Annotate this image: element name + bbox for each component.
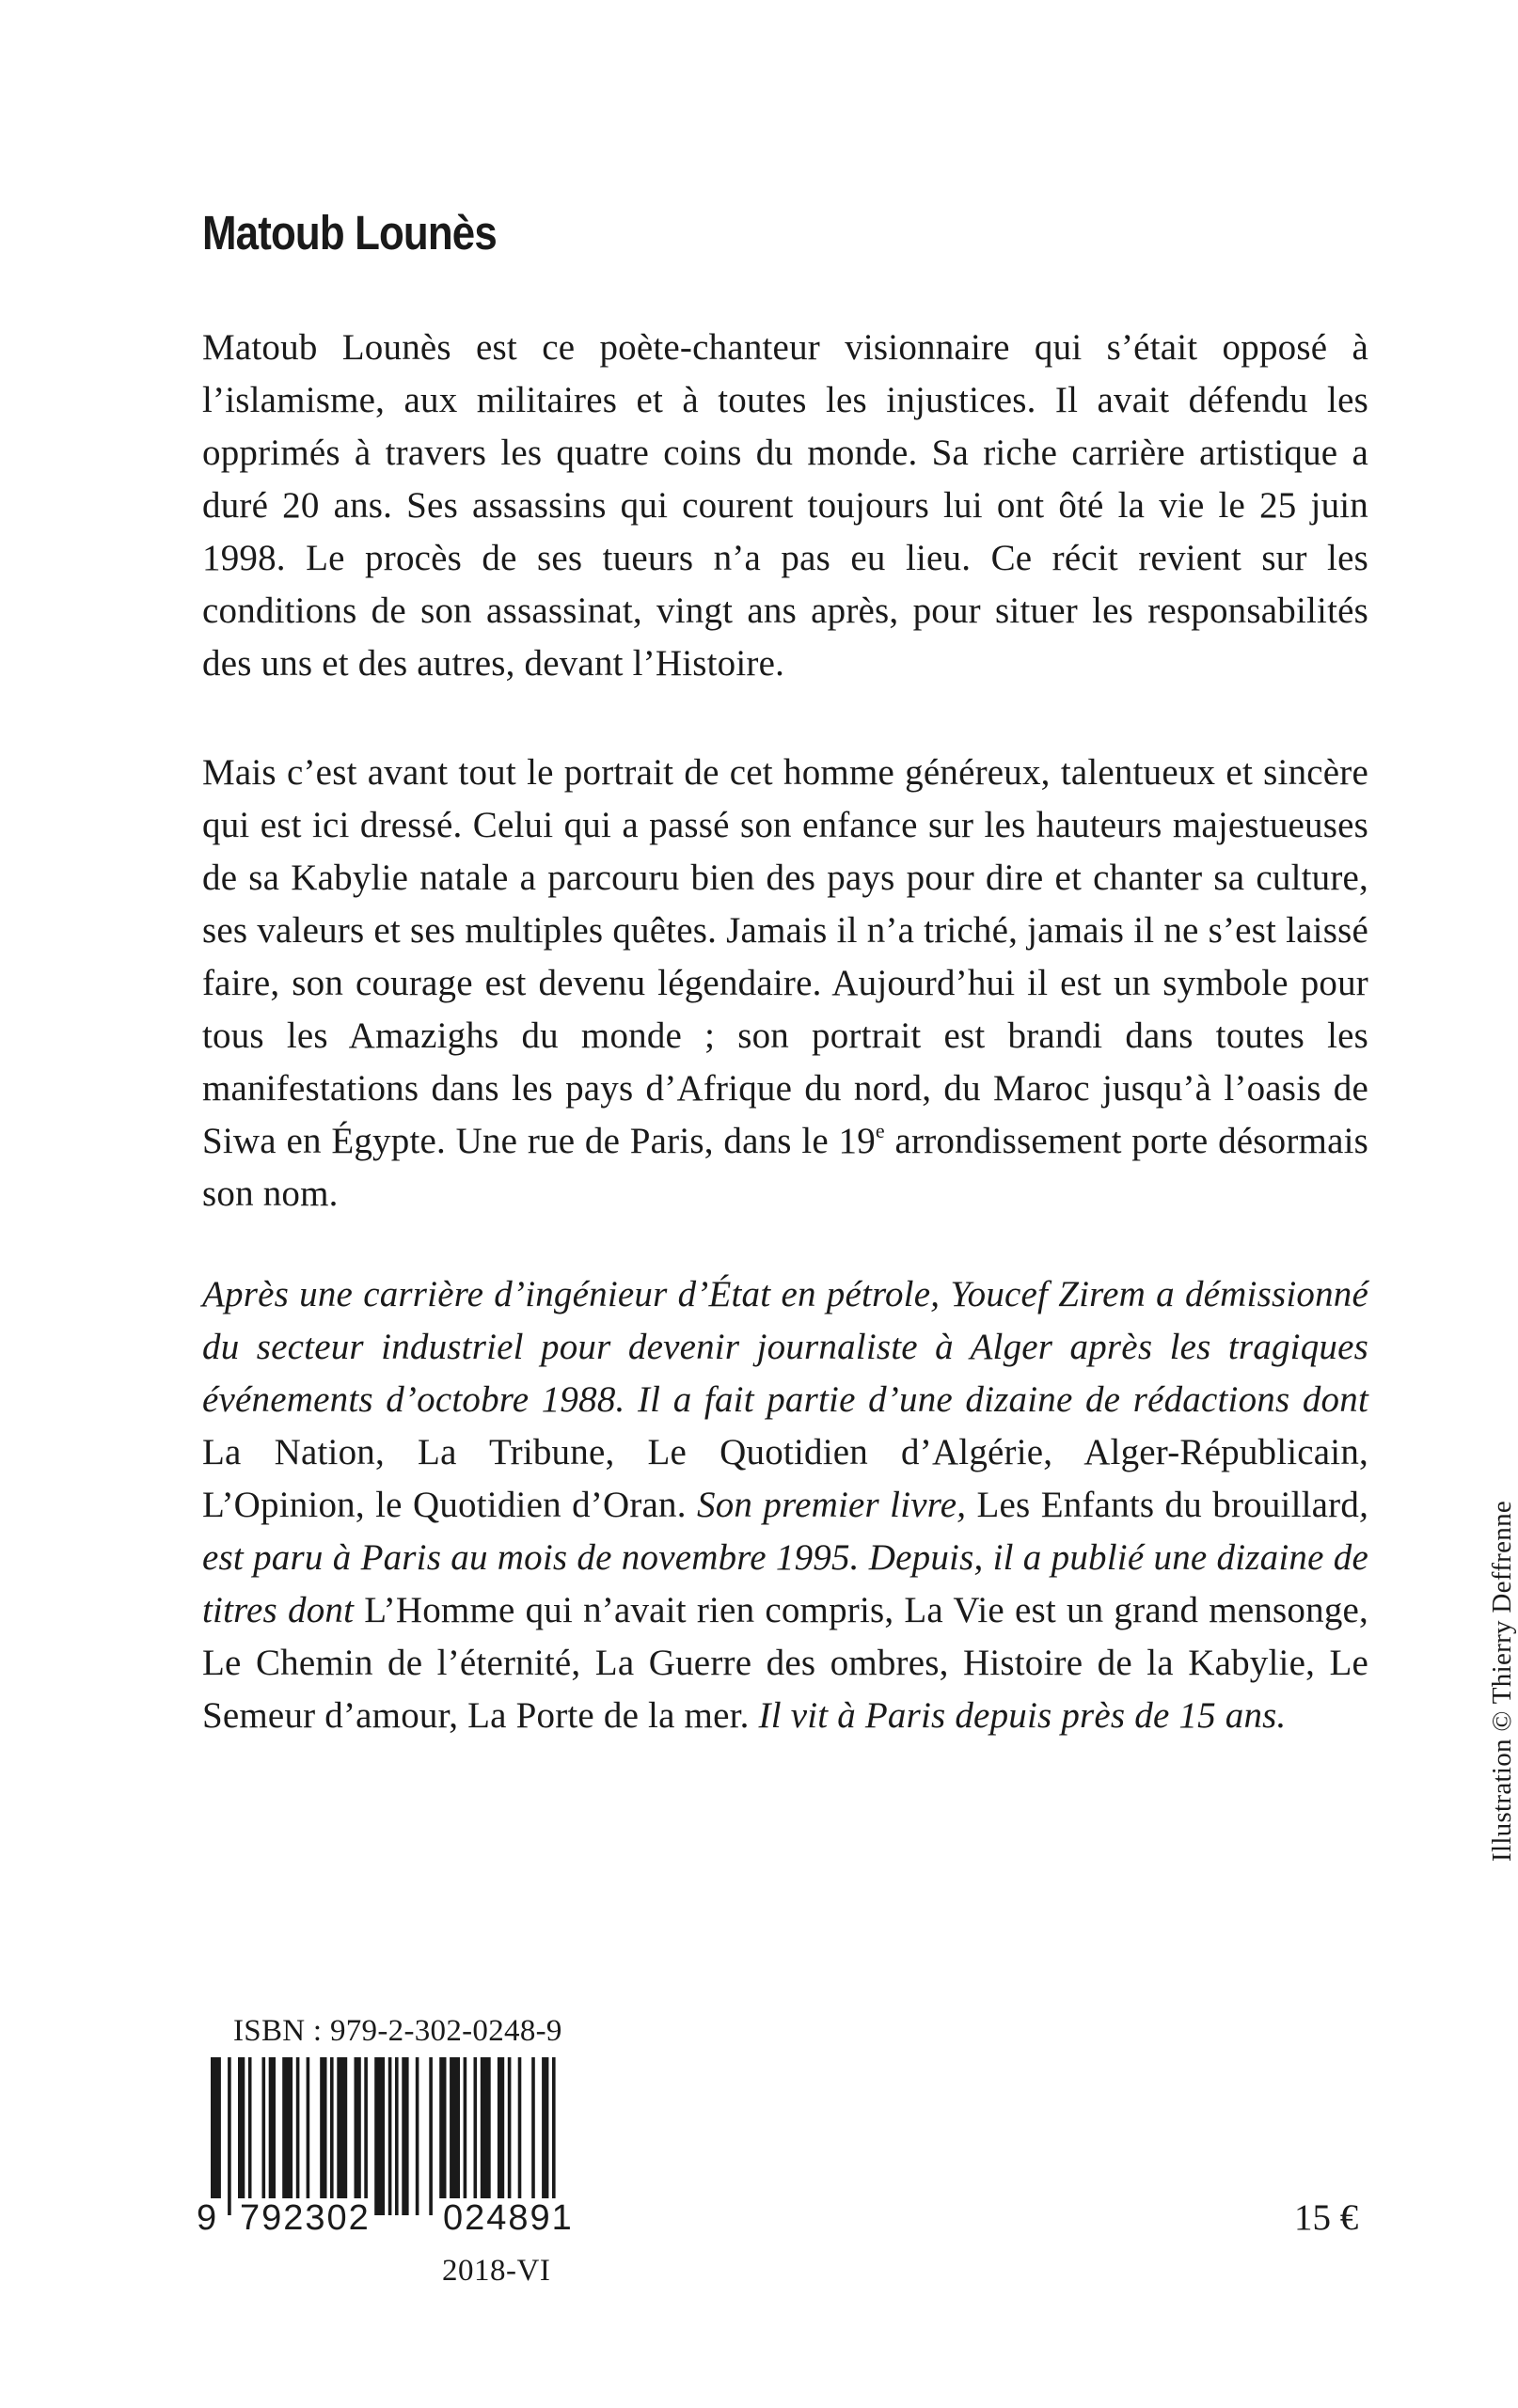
barcode-bar — [282, 2057, 293, 2215]
barcode-bar — [481, 2057, 491, 2215]
barcode-digit-lead: 9 — [193, 2198, 222, 2239]
barcode-bar — [364, 2057, 368, 2215]
barcode-bar — [355, 2057, 361, 2215]
barcode-bar — [211, 2057, 221, 2215]
barcode-bar — [439, 2057, 446, 2215]
barcode-group-right: 024891 — [439, 2198, 577, 2239]
book-title: Matoub Lounès — [202, 206, 497, 260]
bio-italic-2: Son premier livre, — [686, 1485, 977, 1525]
barcode-bar — [474, 2057, 478, 2215]
price-label: 15 € — [1294, 2197, 1359, 2238]
barcode-bar — [337, 2057, 347, 2215]
barcode-bar — [395, 2057, 399, 2215]
barcode-bar — [542, 2057, 548, 2215]
barcode-bar — [508, 2057, 512, 2215]
isbn-label: ISBN : 979-2-302-0248-9 — [233, 2014, 562, 2048]
barcode-bar — [228, 2057, 231, 2215]
barcode-bar — [416, 2057, 419, 2215]
barcode-icon — [198, 2057, 619, 2215]
barcode-group-left: 792302 — [236, 2198, 374, 2239]
barcode-bar — [464, 2057, 467, 2215]
barcode-bar — [388, 2057, 392, 2215]
synopsis-paragraph-2 — [202, 747, 1368, 1220]
barcode-bar — [330, 2057, 334, 2215]
barcode-bar — [552, 2057, 556, 2215]
bio-titles-list: L’Homme qui n’avait rien compris, La Vie est un grand mensonge, Le Chemin de l’éternité, La Guerre des ombres, Histoire de la Kabylie, Le Semeur d’amour, La Porte de la mer. — [202, 1590, 1368, 1736]
barcode-bar — [498, 2057, 504, 2215]
bio-italic-4: Il vit à Paris depuis près de 15 ans. — [749, 1695, 1287, 1736]
bio-first-book-title: Les Enfants du brouillard — [976, 1485, 1360, 1525]
paragraph-2-text-end: arrondissement porte désormais son nom. — [202, 1121, 1368, 1214]
ordinal-superscript: e — [875, 1119, 885, 1142]
barcode-bar — [269, 2057, 276, 2215]
barcode-bar — [531, 2057, 535, 2215]
barcode-bar — [307, 2057, 310, 2215]
barcode-bar — [262, 2057, 266, 2215]
barcode-bar — [238, 2057, 245, 2215]
barcode-bar — [296, 2057, 300, 2215]
barcode-bar — [402, 2057, 408, 2215]
author-biography — [202, 1268, 1368, 1742]
barcode-bar — [320, 2057, 326, 2215]
paragraph-2-text: Mais c’est avant tout le portrait de cet homme généreux, talentueux et sincère qui est ici dressé. Celui qui a passé son enfance sur les hauteurs majestueuses de sa Kabylie natale a parcouru bien des pays pour dire et chanter sa culture, ses valeurs et ses multiples quêtes. Jamais il n’a triché, jamais il ne s’est laissé faire, son courage est devenu légendaire. Aujourd’hui il est un symbole pour tous les Amazighs du monde ; son portrait est brandi dans toutes les manifestations dans les pays d’Afrique du nord, du Maroc jusqu’à l’oasis de Siwa en Égypte. Une rue de Paris, dans le 19 — [202, 752, 1368, 1161]
illustration-credit: Illustration © Thierry Deffrenne — [1487, 1500, 1517, 1862]
barcode-bar — [450, 2057, 460, 2215]
bio-italic-3: , est paru à Paris au mois de novembre 1995. Depuis, il a publié une dizaine de titres dont — [202, 1485, 1369, 1630]
bio-publications-list: La Nation, La Tribune, Le Quotidien d’Algérie, Alger-Républicain, L’Opinion, le Quotidien d’Oran. — [202, 1432, 1368, 1525]
barcode-bar — [248, 2057, 252, 2215]
bio-italic-1: Après une carrière d’ingénieur d’État en pétrole, Youcef Zirem a démissionné du secteur industriel pour devenir journaliste à Alger après les tragiques événements d’octobre 1988. Il a fait partie d’une dizaine de rédactions dont — [202, 1274, 1368, 1420]
barcode-bar — [429, 2057, 433, 2215]
synopsis-paragraph-1: Matoub Lounès est ce poète-chanteur visionnaire qui s’était opposé à l’islamisme, aux militaires et à toutes les injustices. Il avait défendu les opprimés à travers les quatre coins du monde. Sa riche carrière artistique a duré 20 ans. Ses assassins qui courent toujours lui ont ôté la vie le 25 juin 1998. Le procès de ses tueurs n’a pas eu lieu. Ce récit revient sur les conditions de son assassinat, vingt ans après, pour situer les responsabilités des uns et des autres, devant l’Histoire. — [202, 327, 1368, 684]
barcode-bar — [374, 2057, 385, 2215]
edition-code: 2018-VI — [442, 2254, 551, 2288]
barcode-bar — [518, 2057, 522, 2215]
